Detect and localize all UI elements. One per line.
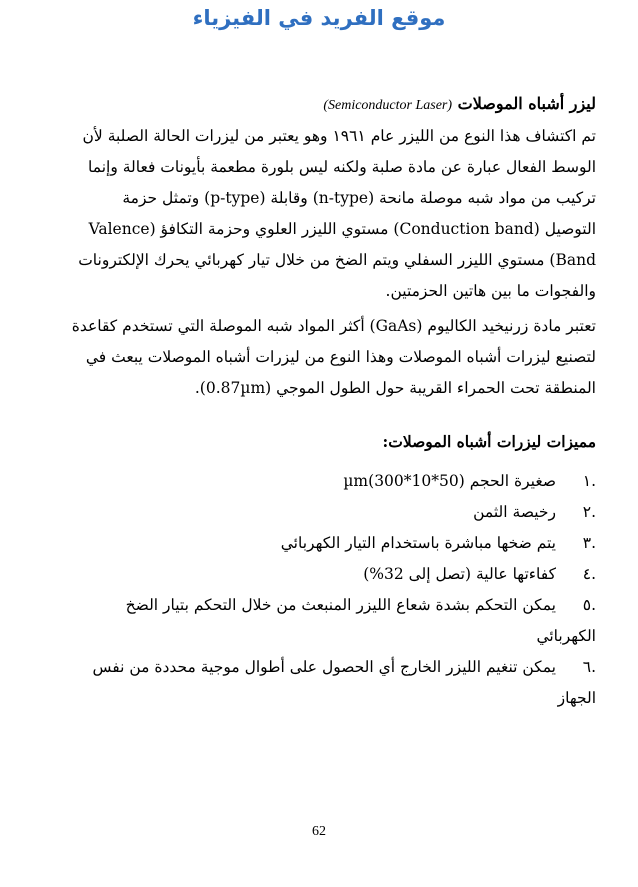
list-item-continuation: الجهاز (557, 689, 596, 707)
list-item-text: صغيرة الحجم (50*10*300)µm (343, 472, 556, 490)
site-title: موقع الفريد في الفيزياء (192, 6, 446, 30)
list-item (40, 590, 596, 652)
list-item (40, 652, 596, 714)
list-item (40, 497, 596, 528)
list-item-number: .٢ (582, 503, 596, 521)
section-title-arabic: ليزر أشباه الموصلات (457, 94, 596, 113)
paragraph-line: Band) مستوي الليزر السفلي ويتم الضخ من خلال تيار كهربائي يحرك الإلكترونات (78, 251, 596, 269)
list-item-continuation: الكهربائي (536, 627, 596, 645)
list-item-number: .٣ (582, 534, 596, 552)
paragraph-line: لتصنيع ليزرات أشباه الموصلات وهذا النوع من ليزرات أشباه الموصلات يبعث في (85, 348, 596, 366)
paragraph-line: تعتبر مادة زرنيخيد الكاليوم (GaAs) أكثر المواد شبه الموصلة التي تستخدم كقاعدة (71, 317, 596, 335)
list-item-text: يمكن تنغيم الليزر الخارج أي الحصول على أطوال موجية محددة من نفس (92, 658, 556, 676)
paragraph-gaas (40, 311, 596, 404)
paragraph-line: المنطقة تحت الحمراء القريبة حول الطول الموجي (0.87µm). (194, 379, 596, 397)
paragraph-line: تركيب من مواد شبه موصلة مانحة (n-type) وقابلة (p-type) وتمثل حزمة (122, 189, 596, 207)
section-title-english: (Semiconductor Laser) (323, 98, 453, 113)
list-item (40, 559, 596, 590)
features-list (40, 466, 596, 714)
list-item-number: .٥ (582, 596, 596, 614)
paragraph-line: والفجوات ما بين هاتين الحزمتين. (385, 282, 596, 300)
list-item (40, 528, 596, 559)
list-item (40, 466, 596, 497)
section-heading (40, 94, 596, 114)
page-number: 62 (312, 824, 326, 839)
paragraph-line: التوصيل (Conduction band) مستوي الليزر العلوي وحزمة التكافؤ (Valence (88, 220, 596, 238)
list-item-number: .٤ (582, 565, 596, 583)
list-item-text: رخيصة الثمن (473, 503, 556, 521)
paragraph-intro (40, 121, 596, 307)
paragraph-line: تم اكتشاف هذا النوع من الليزر عام ١٩٦١ وهو يعتبر من ليزرات الحالة الصلبة لأن (82, 127, 596, 145)
list-item-text: يتم ضخها مباشرة باستخدام التيار الكهربائي (280, 534, 556, 552)
paragraph-line: الوسط الفعال عبارة عن مادة صلبة ولكنه ليس بلورة مطعمة بأيونات فعالة وإنما (88, 158, 596, 176)
features-heading: مميزات ليزرات أشباه الموصلات: (382, 432, 596, 451)
list-item-text: يمكن التحكم بشدة شعاع الليزر المنبعث من خلال التحكم بتيار الضخ (125, 596, 556, 614)
list-item-text: كفاءتها عالية (تصل إلى 32%) (363, 565, 556, 583)
list-item-number: .١ (582, 472, 596, 490)
list-item-number: .٦ (582, 658, 596, 676)
